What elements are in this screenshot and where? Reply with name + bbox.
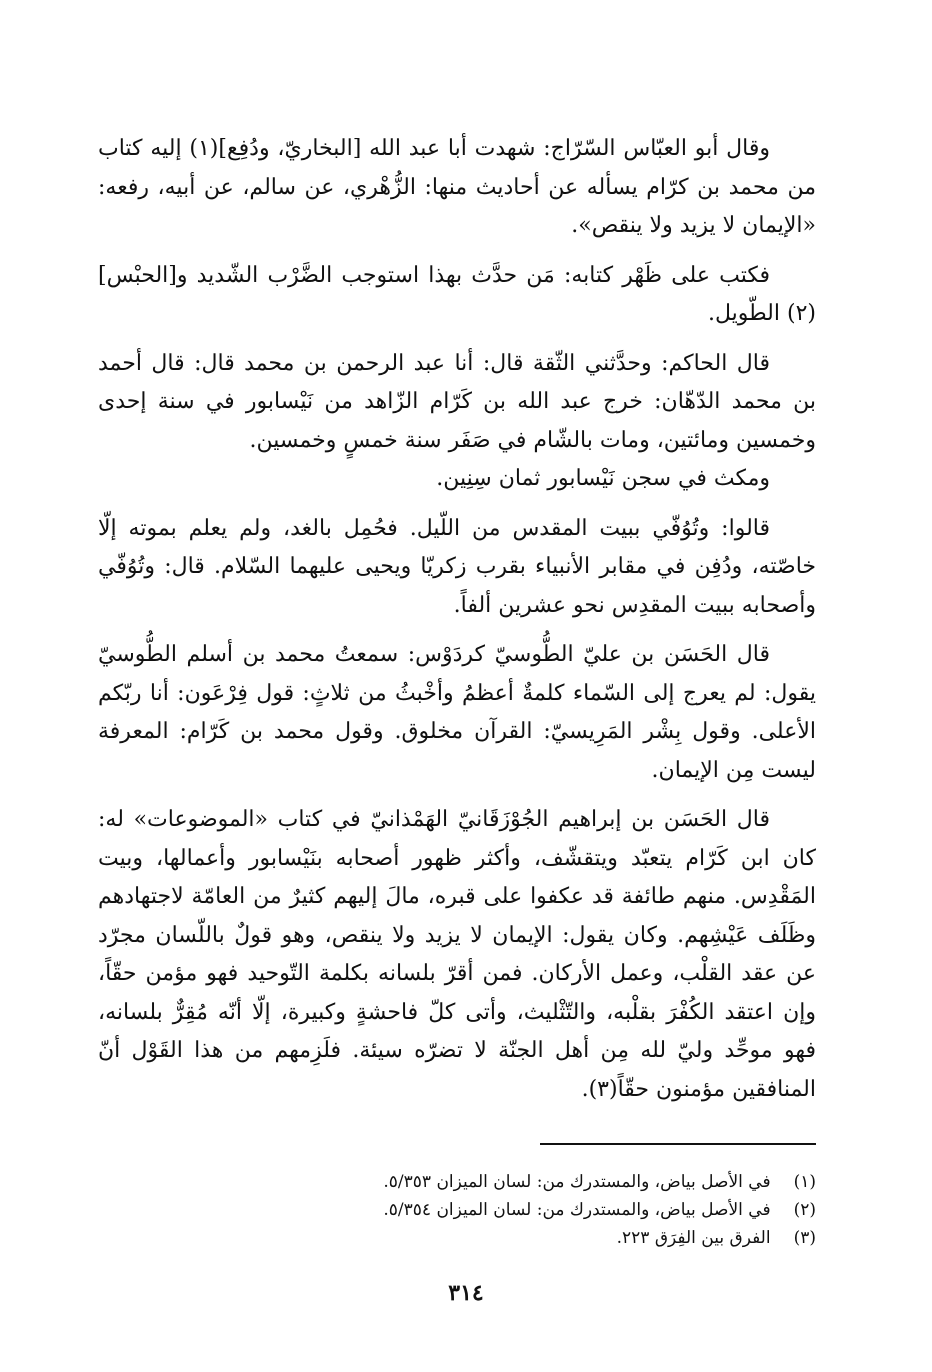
paragraph-1: وقال أبو العبّاس السّرّاج: شهدت أبا عبد الله [البخاريّ، ودُفِع](١) إليه كتاب من محمد بن كرّام يسأله عن أحاديث منها: الزُّهْري، عن سالم، عن أبيه، رفعه: «الإيمان لا يزيد ولا ينقص». xyxy=(98,136,816,238)
footnote-number: (٢) xyxy=(793,1200,816,1220)
footnote-text: في الأصل بياض، والمستدرك من: لسان الميزان ٥/٣٥٣. xyxy=(383,1172,771,1192)
paragraph-7: قال الحَسَن بن إبراهيم الجُوْزَقَانيّ الهَمْذانيّ في كتاب «الموضوعات» له: كان ابن كَرّام يتعبّد ويتقشّف، وأكثر ظهور أصحابه بنَيْسابور وأعمالها، وبيت المَقْدِس. منهم طائفة قد عكفوا على قبره، مالَ إليهم كثيرٌ من العامّة لاجتهادهم وظَلَف عَيْشِهم. وكان يقول: الإيمان لا يزيد ولا ينقص، وهو قولٌ باللّسان مجرّد عن عقد القلْب، وعمل الأركان. فمن أقرّ بلسانه بكلمة التّوحيد فهو مؤمن حقّاً، وإن اعتقد الكُفْرَ بقلْبه، والتّثْليث، وأتى كلّ فاحشةٍ وكبيرة، إلّا أنّه مُقِرٌّ بلسانه، فهو موحِّد وليّ لله مِن أهل الجنّة لا تضرّه سيئة. فلَزِمهم من هذا القَوْل أنّ المنافقين مؤمنون حقّاً(٣). xyxy=(98,807,816,1102)
footnotes xyxy=(200,1168,816,1252)
footnote-separator xyxy=(540,1143,816,1145)
footnote-number: (٣) xyxy=(793,1228,816,1248)
footnote-3 xyxy=(200,1224,816,1252)
paragraph-4: ومكث في سجن نَيْسابور ثمان سِنِين. xyxy=(436,466,770,491)
paragraph-5: قالوا: وتُوُفّي ببيت المقدس من اللّيل. فحُمِل بالغد، ولم يعلم بموته إلّا خاصّته، ودُفِن في مقابر الأنبياء بقرب زكريّا ويحيى عليهما السّلام. قال: وتُوُفّي وأصحابه ببيت المقدِس نحو عشرين ألفاً. xyxy=(98,515,816,618)
footnote-text: في الأصل بياض، والمستدرك من: لسان الميزان ٥/٣٥٤. xyxy=(383,1200,771,1220)
paragraph-6: قال الحَسَن بن عليّ الطُّوسيّ كردَوْس: سمعتُ محمد بن أسلم الطُّوسيّ يقول: لم يعرج إلى السّماء كلمةٌ أعظمُ وأخْبثُ من ثلاثٍ: قول فِرْعَون: أنا ربّكم الأعلى. وقول بِشْر المَرِيسيّ: القرآن مخلوق. وقول محمد بن كَرّام: المعرفة ليست مِن الإيمان. xyxy=(98,642,816,783)
paragraph-3: قال الحاكم: وحدَّثني الثّقة قال: أنا عبد الرحمن بن محمد قال: قال أحمد بن محمد الدّهّان: خرج عبد الله بن كَرّام الزّاهد من نَيْسابور في سنة إحدى وخمسين ومائتين، ومات بالشّام في صَفَر سنة خمسٍ وخمسين. xyxy=(98,350,816,453)
footnote-1 xyxy=(200,1168,816,1196)
footnote-number: (١) xyxy=(793,1172,816,1192)
footnote-2 xyxy=(200,1196,816,1224)
page-number: ٣١٤ xyxy=(448,1280,484,1306)
main-text xyxy=(98,130,816,1109)
paragraph-2: فكتب على ظَهْر كتابه: مَن حدَّث بهذا استوجب الضَّرْب الشّديد و[الحبْس](٢) الطّويل. xyxy=(98,262,816,326)
footnote-text: الفرق بين الفِرَق ٢٢٣. xyxy=(616,1228,771,1248)
